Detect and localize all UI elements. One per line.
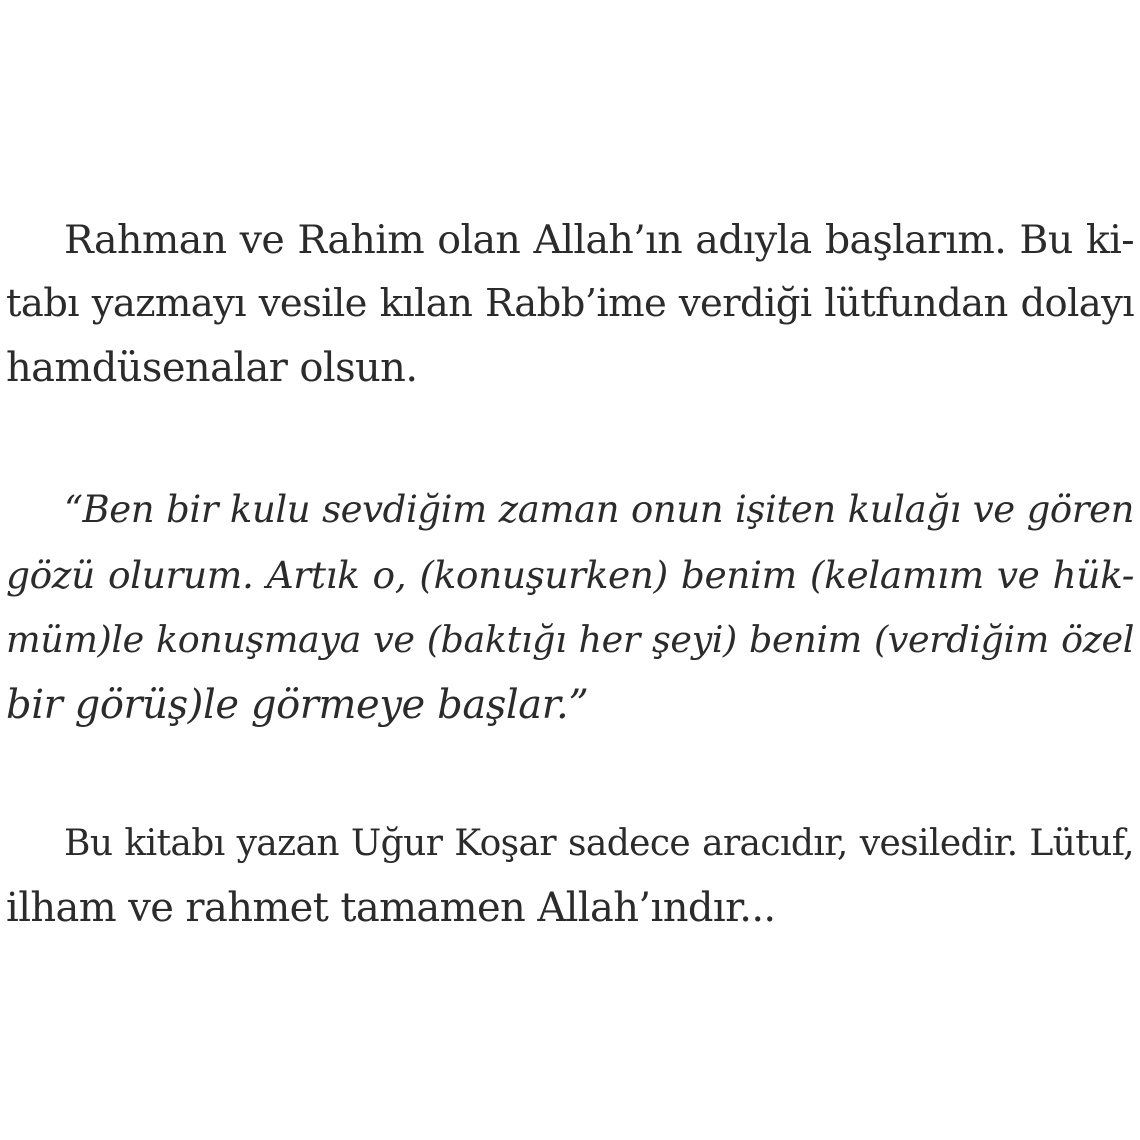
paragraph-line: tabı yazmayı vesile kılan Rabb’ime verdiği lütfundan dolayı xyxy=(6,281,1134,326)
paragraph-line: hamdüsenalar olsun. xyxy=(6,345,418,391)
paragraph-line: Rahman ve Rahim olan Allah’ın adıyla başlarım. Bu ki- xyxy=(64,217,1134,263)
paragraph-line: ilham ve rahmet tamamen Allah’ındır... xyxy=(6,885,776,931)
quote-line: bir görüş)le görmeye başlar.” xyxy=(6,682,589,728)
quote-line: müm)le konuşmaya ve (baktığı her şeyi) benim (verdiğim özel xyxy=(6,618,1134,661)
quote-line: gözü olurum. Artık o, (konuşurken) benim (kelamım ve hük- xyxy=(6,553,1134,597)
quote-line: “Ben bir kulu sevdiğim zaman onun işiten kulağı ve gören xyxy=(64,488,1134,531)
paragraph-line: Bu kitabı yazan Uğur Koşar sadece aracıdır, vesiledir. Lütuf, xyxy=(64,823,1134,864)
